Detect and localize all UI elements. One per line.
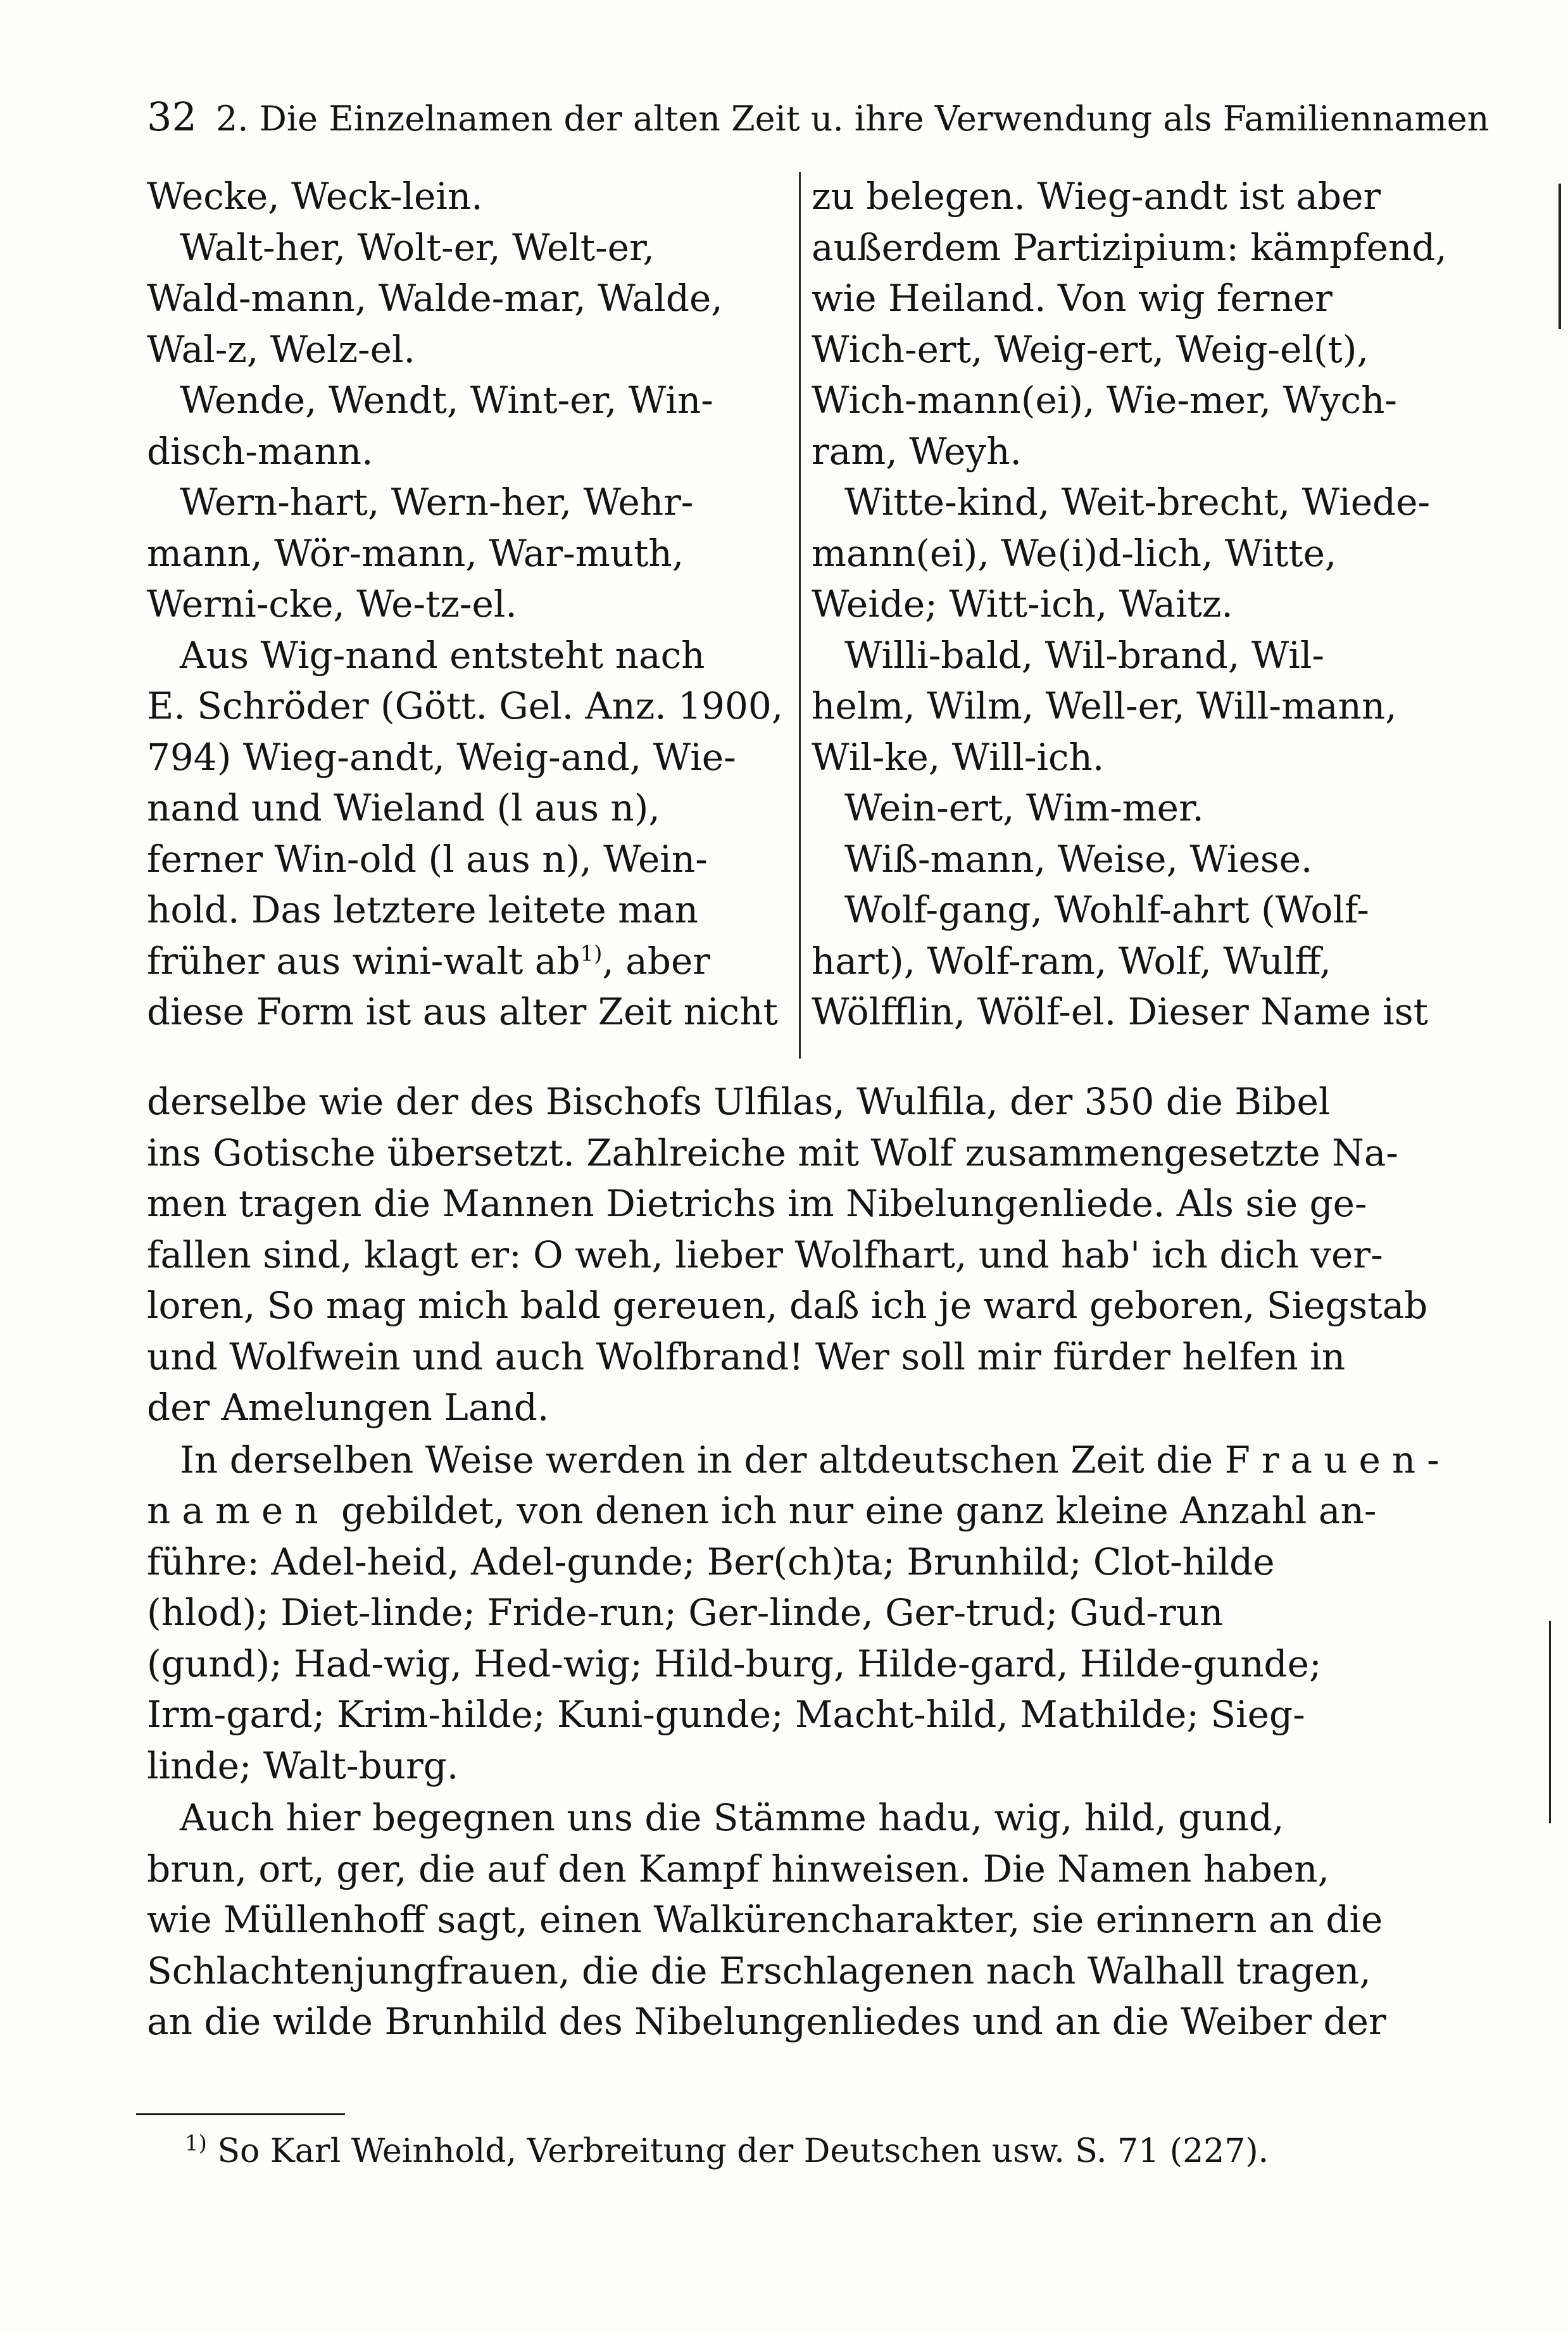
text-line: wie Müllenhoff sagt, einen Walkürencharakter, sie erinnern an die — [147, 1898, 1383, 1941]
text-line: derselbe wie der des Bischofs Ulfilas, Wulfila, der 350 die Bibel — [147, 1080, 1331, 1123]
text-line: fallen sind, klagt er: O weh, lieber Wolfhart, und hab' ich dich ver- — [147, 1233, 1383, 1276]
page-number: 32 — [147, 94, 197, 140]
text-line — [147, 579, 786, 630]
text-segment: Wolf-gang, Wohlf-ahrt (Wolf- — [844, 888, 1369, 931]
text-line — [812, 681, 1457, 732]
text-line — [147, 324, 786, 375]
text-segment: hart), Wolf-ram, Wolf, Wulff, — [812, 939, 1331, 983]
text-segment: wie Heiland. Von wig ferner — [812, 277, 1333, 320]
text-line — [147, 528, 786, 579]
text-line — [147, 1435, 1457, 1486]
column-divider — [799, 172, 801, 1059]
text-line: der Amelungen Land. — [147, 1386, 549, 1429]
text-line — [147, 681, 786, 732]
text-line — [147, 375, 786, 426]
text-segment: außerdem Partizipium: kämpfend, — [812, 225, 1447, 269]
text-segment: mann(ei), We(i)d-lich, Witte, — [812, 531, 1337, 575]
text-line: führe: Adel-heid, Adel-gunde; Ber(ch)ta; Brunhild; Clot-hilde — [147, 1540, 1275, 1583]
text-segment: Witte-kind, Weit-brecht, Wiede- — [844, 481, 1431, 524]
text-line — [812, 579, 1457, 630]
spaced-term: Frauen- — [1224, 1438, 1451, 1481]
text-line: an die wilde Brunhild des Nibelungenliedes und an die Weiber der — [147, 2000, 1386, 2043]
text-segment: zu belegen. Wieg-andt ist aber — [812, 175, 1381, 218]
footnote — [185, 2127, 1451, 2175]
text-segment: Wil-ke, Will-ich. — [812, 735, 1105, 779]
text-line: Auch hier begegnen uns die Stämme hadu, wig, hild, gund, — [180, 1796, 1284, 1839]
text-segment: Wiß-mann, Weise, Wiese. — [844, 837, 1313, 881]
running-head — [147, 94, 1490, 141]
right-column — [812, 171, 1457, 1038]
text-line — [147, 171, 786, 222]
scan-edge-mark — [1559, 184, 1561, 329]
text-line — [812, 732, 1457, 783]
text-line: brun, ort, ger, die auf den Kampf hinweisen. Die Namen haben, — [147, 1847, 1329, 1890]
text-line — [812, 171, 1457, 222]
text-line: ins Gotische übersetzt. Zahlreiche mit Wolf zusammengesetzte Na- — [147, 1131, 1398, 1174]
text-segment: Wölfflin, Wölf-el. Dieser Name ist — [812, 990, 1428, 1033]
text-line — [812, 375, 1457, 426]
text-line — [812, 426, 1457, 477]
text-segment: Aus Wig-nand entsteht nach — [180, 633, 705, 677]
text-segment: Walt-her, Wolt-er, Welt-er, — [180, 225, 655, 269]
text-line — [147, 834, 786, 885]
text-line — [147, 884, 786, 936]
text-line — [147, 936, 786, 987]
text-line: Irm-gard; Krim-hilde; Kuni-gunde; Macht-hild, Mathilde; Sieg- — [147, 1693, 1305, 1736]
text-segment: Wich-mann(ei), Wie-mer, Wych- — [812, 379, 1398, 422]
text-line: und Wolfwein und auch Wolfbrand! Wer soll mir fürder helfen in — [147, 1335, 1346, 1378]
footnote-text: So Karl Weinhold, Verbreitung der Deutschen usw. S. 71 (227). — [217, 2132, 1269, 2170]
text-segment: Wern-hart, Wern-her, Wehr- — [180, 481, 694, 524]
text-segment: Wein-ert, Wim-mer. — [844, 786, 1204, 829]
text-segment: Wald-mann, Walde-mar, Walde, — [147, 277, 723, 320]
text-line — [812, 477, 1457, 528]
text-line — [147, 732, 786, 783]
text-segment: ferner Win-old (l aus n), Wein- — [147, 837, 708, 881]
text-segment: Wende, Wendt, Wint-er, Win- — [180, 379, 713, 422]
text-segment: mann, Wör-mann, War-muth, — [147, 531, 684, 575]
text-segment: disch-mann. — [147, 429, 373, 473]
text-segment: gebildet, von denen ich nur eine ganz kleine Anzahl an- — [329, 1489, 1377, 1532]
text-segment: E. Schröder (Gött. Gel. Anz. 1900, — [147, 684, 784, 727]
text-segment: helm, Wilm, Well-er, Will-mann, — [812, 684, 1397, 727]
paragraph-frauennamen — [147, 1435, 1457, 1792]
text-segment: Werni-cke, We-tz-el. — [147, 582, 517, 626]
text-segment: nand und Wieland (l aus n), — [147, 786, 660, 829]
footnote-rule — [136, 2113, 345, 2115]
text-line: (hlod); Diet-linde; Fride-run; Ger-linde, Ger-trud; Gud-run — [147, 1591, 1224, 1634]
text-segment: ram, Weyh. — [812, 429, 1022, 473]
text-segment: Weide; Witt-ich, Waitz. — [812, 582, 1233, 626]
text-line — [147, 1485, 1457, 1537]
footnote-marker: 1) — [185, 2130, 207, 2156]
text-line — [147, 273, 786, 324]
text-segment: Willi-bald, Wil-brand, Wil- — [844, 633, 1325, 677]
text-line — [147, 630, 786, 681]
text-line — [812, 986, 1457, 1038]
scan-edge-mark — [1549, 1621, 1551, 1823]
text-segment: hold. Das letztere leitete man — [147, 888, 699, 931]
spaced-term: namen — [147, 1489, 330, 1532]
text-line — [812, 783, 1457, 834]
left-column — [147, 171, 786, 1038]
text-line — [147, 783, 786, 834]
text-line — [812, 528, 1457, 579]
text-line — [812, 936, 1457, 987]
running-head-title: 2. Die Einzelnamen der alten Zeit u. ihre Verwendung als Familiennamen — [215, 99, 1490, 139]
paragraph-stems — [147, 1792, 1457, 2047]
text-line — [147, 986, 786, 1038]
text-line — [812, 324, 1457, 375]
text-line: men tragen die Mannen Dietrichs im Nibelungenliede. Als sie ge- — [147, 1182, 1367, 1225]
text-line — [812, 273, 1457, 324]
text-segment: diese Form ist aus alter Zeit nicht — [147, 990, 778, 1033]
text-segment: früher aus wini-walt ab — [147, 939, 580, 983]
text-segment: In derselben Weise werden in der altdeutschen Zeit die — [180, 1438, 1225, 1481]
text-segment: Wich-ert, Weig-ert, Weig-el(t), — [812, 327, 1369, 371]
text-segment: , aber — [602, 939, 710, 983]
text-line — [147, 222, 786, 274]
text-line — [147, 426, 786, 477]
main-text — [147, 1076, 1457, 2049]
text-line — [812, 630, 1457, 681]
text-line: (gund); Had-wig, Hed-wig; Hild-burg, Hilde-gard, Hilde-gunde; — [147, 1642, 1322, 1685]
paragraph-continuation — [147, 1537, 1457, 1792]
text-line — [812, 834, 1457, 885]
text-line — [812, 884, 1457, 936]
paragraph-wolf-names — [147, 1076, 1457, 1433]
text-line: Schlachtenjungfrauen, die die Erschlagenen nach Walhall tragen, — [147, 1949, 1371, 1992]
text-line — [812, 222, 1457, 274]
text-segment: 794) Wieg-andt, Weig-and, Wie- — [147, 735, 736, 779]
text-segment: Wal-z, Welz-el. — [147, 327, 415, 371]
text-line — [147, 477, 786, 528]
text-segment: Wecke, Weck-lein. — [147, 175, 483, 218]
text-line: linde; Walt-burg. — [147, 1744, 459, 1787]
footnote-reference: 1) — [580, 941, 603, 967]
text-line: loren, So mag mich bald gereuen, daß ich je ward geboren, Siegstab — [147, 1284, 1428, 1327]
